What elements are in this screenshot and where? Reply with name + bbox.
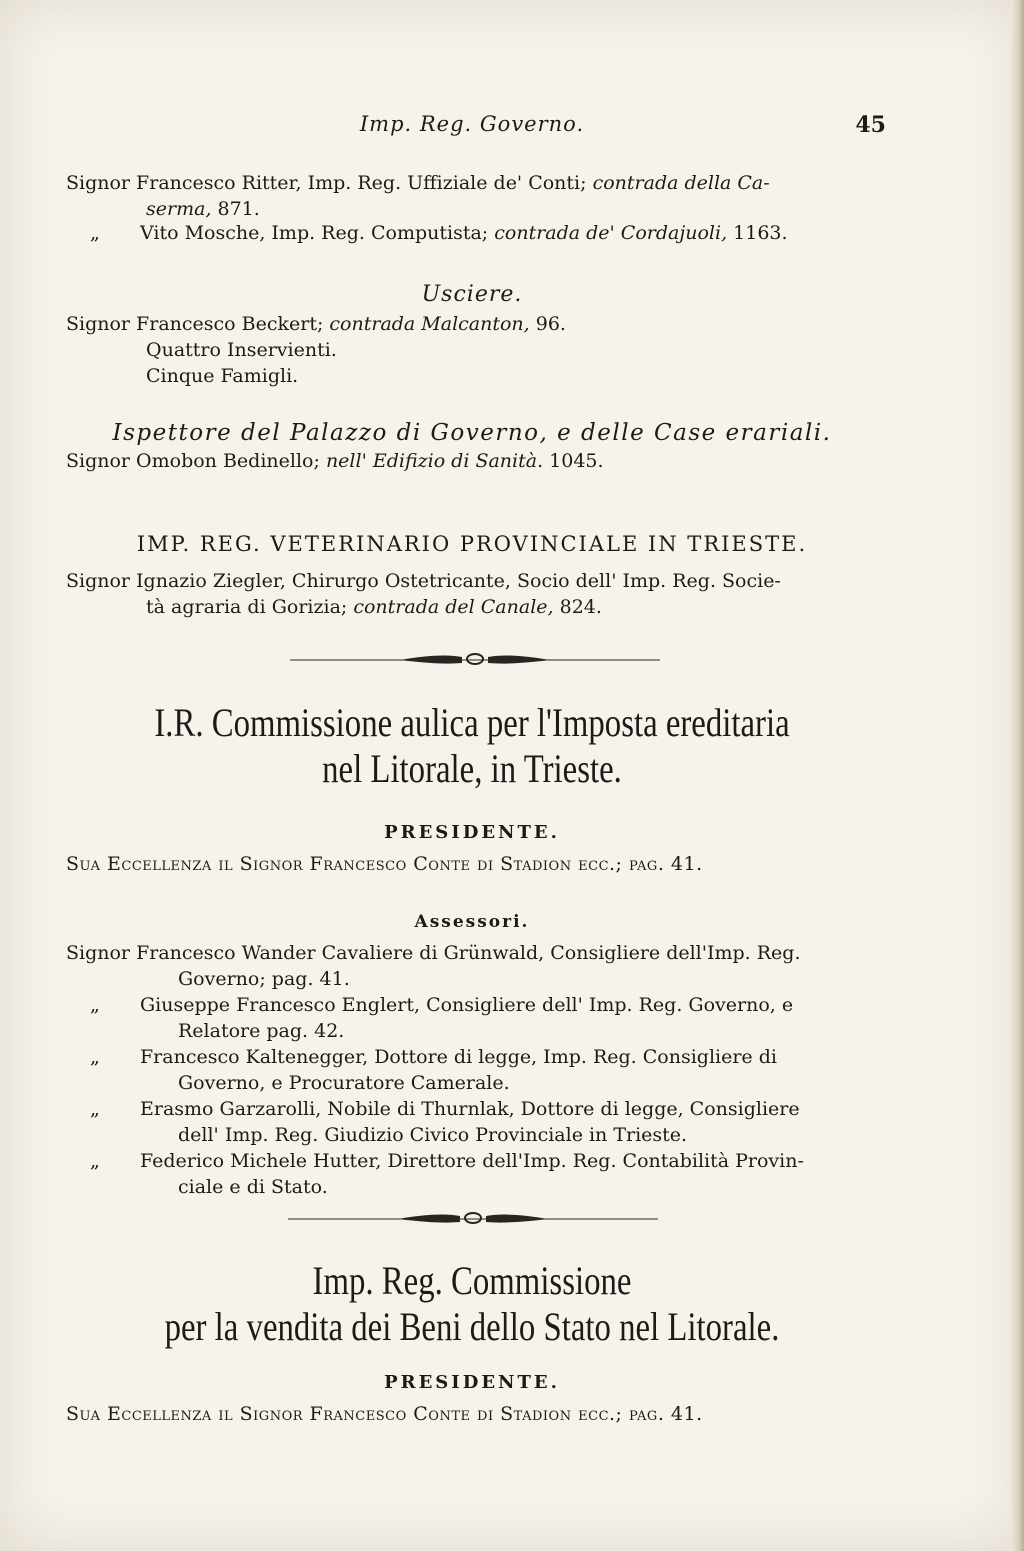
commissione-vendita-title <box>139 1258 805 1350</box>
entry-ritter <box>66 170 878 222</box>
commissione-aulica-title-line2: nel Litorale, in Trieste. <box>322 746 622 791</box>
entry-mosche <box>66 220 878 246</box>
entry-ritter-text: Signor Francesco Ritter, Imp. Reg. Uffiziale de' Conti; <box>66 172 593 194</box>
ispettore-number: 1045. <box>543 450 604 472</box>
assessore-line2: Governo; pag. 41. <box>178 968 350 990</box>
veterinario-address: contrada del Canale, <box>353 596 554 618</box>
assessore-entry <box>66 1148 878 1200</box>
presidente-label: PRESIDENTE. <box>384 822 560 843</box>
veterinario-heading: IMP. REG. VETERINARIO PROVINCIALE IN TRIESTE. <box>136 532 808 556</box>
assessore-line2: Relatore pag. 42. <box>178 1020 345 1042</box>
assessore-line2: dell' Imp. Reg. Giudizio Civico Provinciale in Trieste. <box>178 1124 688 1146</box>
ornament-divider <box>288 1210 658 1224</box>
presidente-line: Sua Eccellenza il Signor Francesco Conte di Stadion ecc.; pag. 41. <box>66 1403 703 1425</box>
usciere-line2: Quattro Inservienti. <box>146 339 337 361</box>
assessore-mark: Signor <box>66 942 131 964</box>
assessore-line2: Governo, e Procuratore Camerale. <box>178 1072 510 1094</box>
section-veterinario <box>66 532 878 620</box>
assessore-line1: Giuseppe Francesco Englert, Consigliere dell' Imp. Reg. Governo, e <box>140 994 794 1016</box>
usciere-heading: Usciere. <box>421 282 523 307</box>
commissione-vendita-title-line1: Imp. Reg. Commissione <box>312 1258 632 1303</box>
commissione-vendita-title-line2: per la vendita dei Beni dello Stato nel Litorale. <box>164 1304 780 1349</box>
entry-mosche-number: 1163. <box>727 222 788 244</box>
assessore-entry <box>66 940 878 992</box>
section-ispettore <box>66 420 878 474</box>
assessore-entry <box>66 992 878 1044</box>
commissione-aulica-title <box>139 700 805 792</box>
entry-mosche-text: Vito Mosche, Imp. Reg. Computista; <box>140 222 495 244</box>
ispettore-line: Signor Omobon Bedinello; <box>66 450 326 472</box>
commissione-vendita-presidente <box>66 1372 878 1427</box>
usciere-address: contrada Malcanton, <box>329 313 530 335</box>
presidente-label: PRESIDENTE. <box>384 1372 560 1393</box>
commissione-aulica-presidente <box>66 822 878 877</box>
commissione-aulica-title-line1: I.R. Commissione aulica per l'Imposta ereditaria <box>154 700 790 745</box>
section-usciere <box>66 282 878 389</box>
entry-ritter-address: contrada della Ca- <box>592 172 770 194</box>
page-number: 45 <box>855 112 886 138</box>
assessore-entry <box>66 1044 878 1096</box>
assessore-entry <box>66 1096 878 1148</box>
running-head: Imp. Reg. Governo. <box>359 112 585 136</box>
assessore-line2: ciale e di Stato. <box>178 1176 328 1198</box>
assessore-line1: Federico Michele Hutter, Direttore dell'Imp. Reg. Contabilità Provin- <box>140 1150 804 1172</box>
ditto-mark: „ <box>90 1046 100 1068</box>
entry-ritter-number: 871. <box>211 198 260 220</box>
entry-ritter-address-cont: serma, <box>146 198 212 220</box>
ditto-mark: „ <box>90 1150 100 1172</box>
assessore-line1: Erasmo Garzarolli, Nobile di Thurnlak, Dottore di legge, Consigliere <box>140 1098 800 1120</box>
ditto-mark: „ <box>90 222 100 244</box>
assessore-line1: Francesco Kaltenegger, Dottore di legge, Imp. Reg. Consigliere di <box>140 1046 777 1068</box>
usciere-number: 96. <box>529 313 566 335</box>
usciere-line3: Cinque Famigli. <box>146 365 299 387</box>
ispettore-address: nell' Edifizio di Sanità. <box>325 450 544 472</box>
page-edge-shadow <box>1010 0 1024 1551</box>
ispettore-heading: Ispettore del Palazzo di Governo, e delle Case erariali. <box>112 420 832 446</box>
ditto-mark: „ <box>90 1098 100 1120</box>
assessori-label: Assessori. <box>414 912 530 932</box>
ornament-divider <box>290 651 660 665</box>
presidente-line: Sua Eccellenza il Signor Francesco Conte di Stadion ecc.; pag. 41. <box>66 853 703 875</box>
assessore-line1: Francesco Wander Cavaliere di Grünwald, Consigliere dell'Imp. Reg. <box>136 942 801 964</box>
veterinario-number: 824. <box>553 596 602 618</box>
usciere-line1: Signor Francesco Beckert; <box>66 313 330 335</box>
veterinario-line1: Signor Ignazio Ziegler, Chirurgo Ostetricante, Socio dell' Imp. Reg. Socie- <box>66 570 781 592</box>
commissione-aulica-assessori <box>66 912 878 1200</box>
entry-mosche-address: contrada de' Cordajuoli, <box>494 222 728 244</box>
ditto-mark: „ <box>90 994 100 1016</box>
veterinario-line2: tà agraria di Gorizia; <box>146 596 354 618</box>
